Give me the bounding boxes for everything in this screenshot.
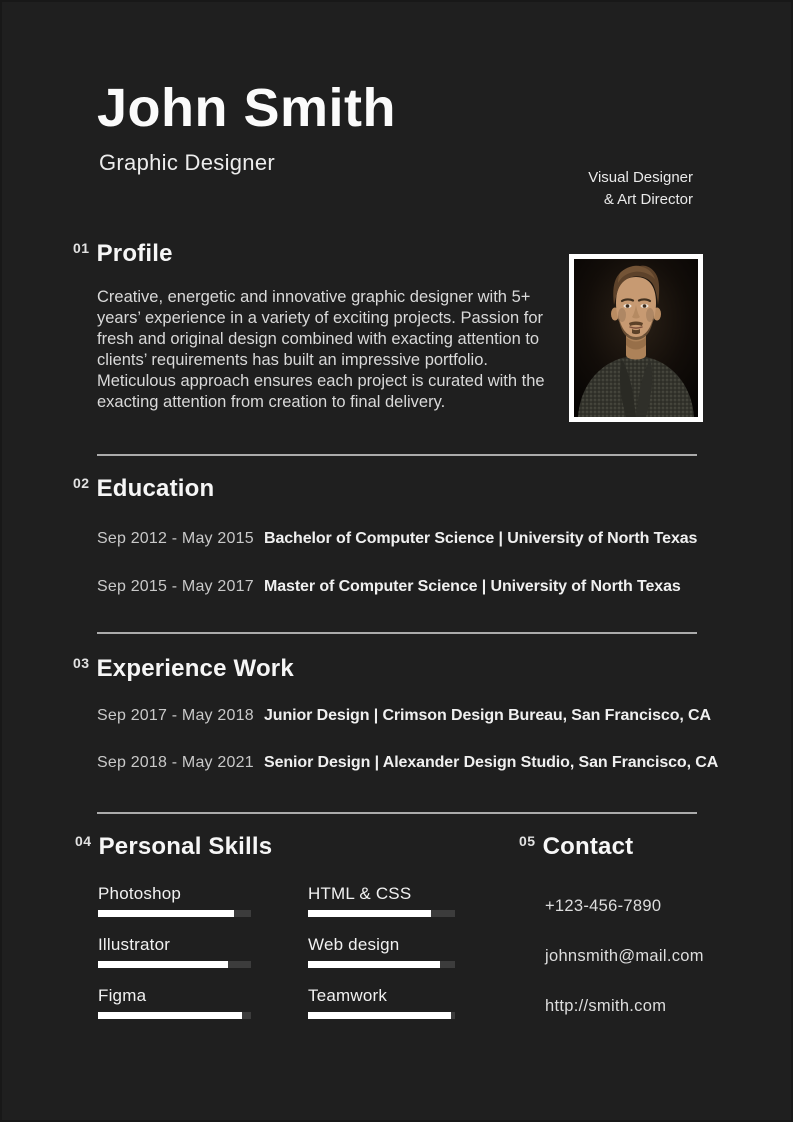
education-detail: Master of Computer Science | University of North Texas [264, 578, 681, 595]
skill-label: Figma [98, 986, 147, 1005]
section-education-number: 02 [73, 475, 90, 491]
tagline [588, 167, 693, 210]
tagline-line2: & Art Director [603, 190, 693, 208]
skill-bar-track [308, 910, 455, 917]
skill-illustrator [98, 935, 251, 968]
experience-detail: Senior Design | Alexander Design Studio, San Francisco, CA [264, 754, 719, 771]
skill-teamwork [308, 986, 455, 1019]
experience-row [97, 706, 737, 725]
person-role: Graphic Designer [99, 150, 275, 175]
skill-html-css [308, 884, 455, 917]
skill-label: Photoshop [98, 884, 182, 903]
experience-row [97, 753, 737, 772]
section-skills-heading [75, 834, 272, 862]
section-profile-number: 01 [73, 240, 90, 256]
section-skills-number: 04 [75, 833, 92, 849]
skill-figma [98, 986, 251, 1019]
skill-bar-fill [308, 910, 431, 917]
experience-dates: Sep 2018 - May 2021 [97, 754, 254, 771]
profile-text: Creative, energetic and innovative graphic designer with 5+ years’ experience in a variety of exciting projects. Passion for fresh and original design combined with exacting attention to clients’ requirements has built an impressive portfolio. Meticulous approach ensures each project is curated with the exacting attention from creation to final delivery. [97, 288, 545, 411]
divider [97, 632, 697, 634]
skill-label: HTML & CSS [308, 884, 412, 903]
tagline-line1: Visual Designer [588, 169, 693, 186]
person-name: John Smith [97, 78, 396, 138]
section-profile-heading [73, 241, 173, 269]
portrait-photo [569, 254, 703, 422]
section-experience-title: Experience Work [96, 655, 294, 682]
skill-bar-fill [98, 910, 234, 917]
contact-email: johnsmith@mail.com [545, 947, 704, 965]
skill-label: Illustrator [98, 935, 171, 954]
skill-bar-track [98, 910, 251, 917]
education-row [97, 577, 737, 596]
portrait-photo-illustration [574, 259, 698, 417]
skill-bar-fill [308, 1012, 451, 1019]
skill-photoshop [98, 884, 251, 917]
skill-bar-fill [308, 961, 440, 968]
skill-web-design [308, 935, 455, 968]
experience-detail: Junior Design | Crimson Design Bureau, San Francisco, CA [264, 707, 711, 724]
contact-phone: +123-456-7890 [545, 897, 662, 915]
skill-label: Teamwork [308, 986, 388, 1005]
skill-bar-track [308, 1012, 455, 1019]
section-experience-heading [73, 656, 294, 684]
section-experience-number: 03 [73, 655, 90, 671]
section-profile-title: Profile [96, 240, 173, 267]
skill-label: Web design [308, 935, 400, 954]
section-education-title: Education [96, 475, 215, 502]
section-skills-title: Personal Skills [98, 833, 273, 860]
skill-bar-track [98, 961, 251, 968]
skill-bar-track [98, 1012, 251, 1019]
skill-bar-track [308, 961, 455, 968]
education-detail: Bachelor of Computer Science | University of North Texas [264, 530, 698, 547]
education-dates: Sep 2012 - May 2015 [97, 530, 254, 547]
skill-bar-fill [98, 961, 228, 968]
skill-bar-fill [98, 1012, 242, 1019]
education-row [97, 529, 737, 548]
divider [97, 454, 697, 456]
section-contact-title: Contact [542, 833, 634, 860]
contact-website: http://smith.com [545, 997, 667, 1015]
education-dates: Sep 2015 - May 2017 [97, 578, 254, 595]
section-education-heading [73, 476, 214, 504]
section-contact-heading [519, 834, 633, 862]
section-contact-number: 05 [519, 833, 536, 849]
experience-dates: Sep 2017 - May 2018 [97, 707, 254, 724]
divider [97, 812, 697, 814]
